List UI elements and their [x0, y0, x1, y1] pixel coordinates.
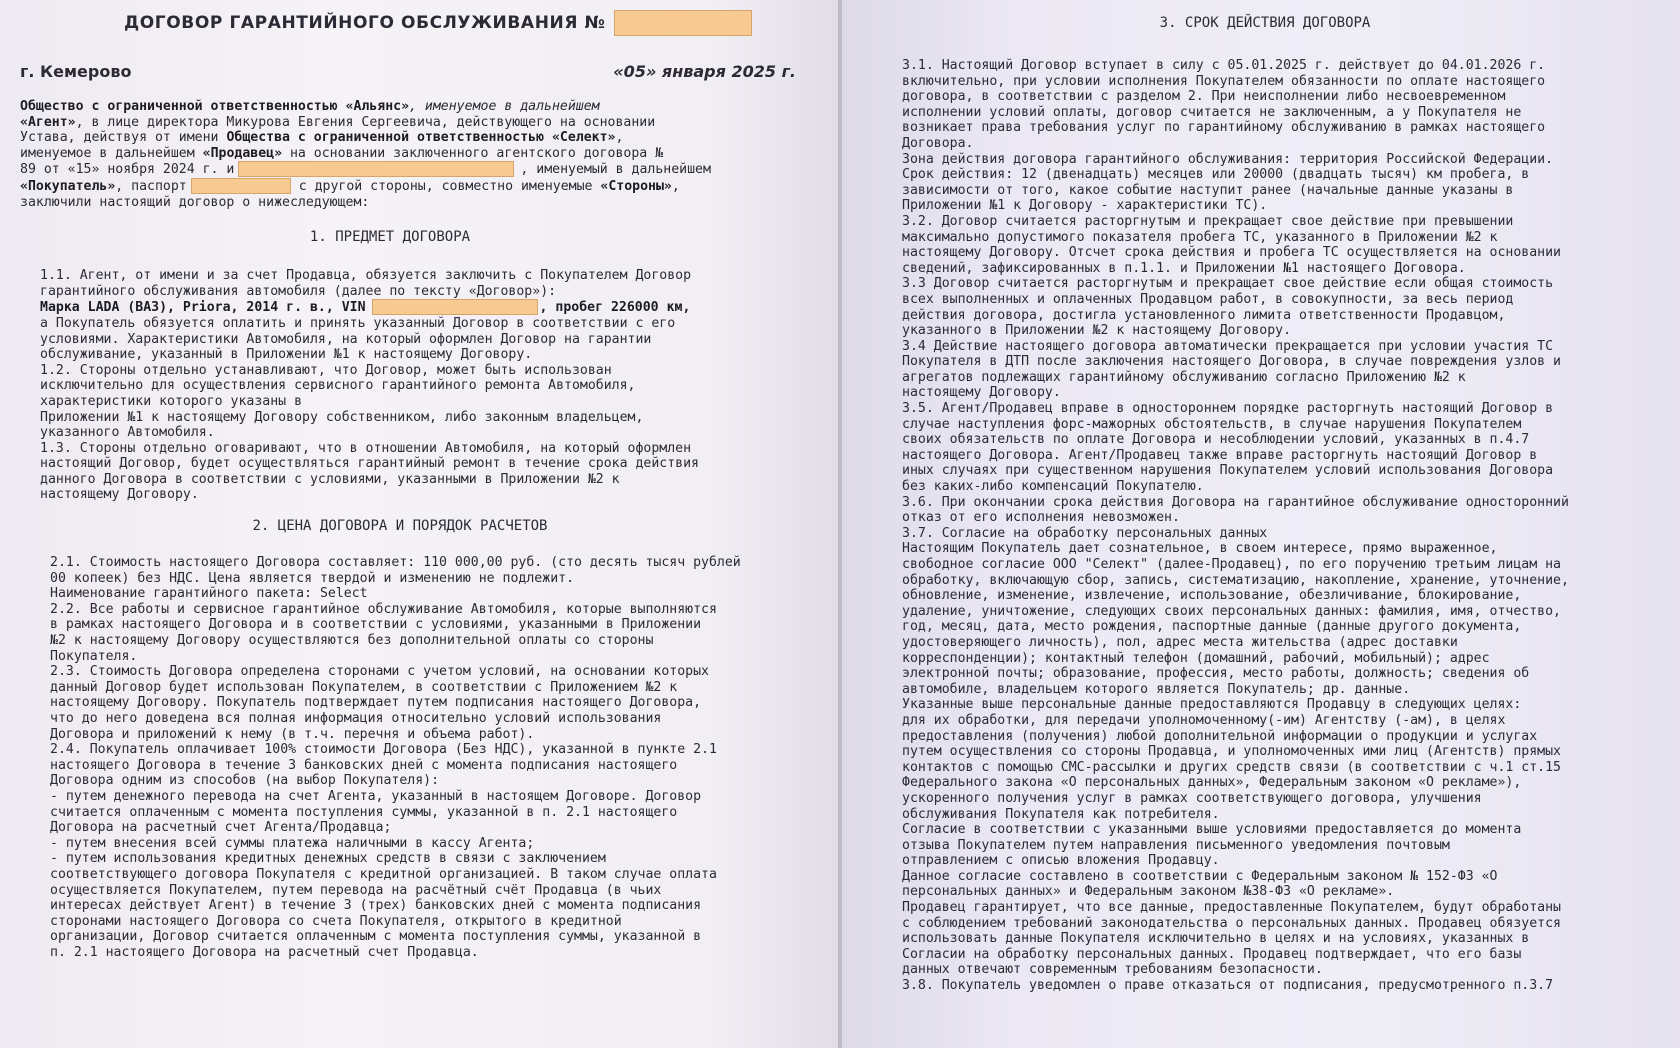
section-3-line: Данное согласие составлено в соответствии с Федеральным законом № 152-ФЗ «О [902, 868, 1498, 884]
section-3-line: удостоверяющего личность), пол, адрес места жительства (адрес доставки [902, 634, 1458, 650]
intro-line: Общество с ограниченной ответственностью «Альянс», именуемое в дальнейшем [20, 99, 600, 114]
section-3-line: Согласие в соответствии с указанными выше условиями предоставляется до момента [902, 822, 1522, 838]
section-3-line: указанного в Приложении №2 к настоящему Договору. [902, 323, 1292, 339]
section-2-line: Покупателя. [50, 648, 138, 664]
section-2-line: 2.1. Стоимость настоящего Договора составляет: 110 000,00 руб. (сто десять тысяч рублей [50, 555, 741, 571]
section-2-line: 2.2. Все работы и сервисное гарантийное обслуживание Автомобиля, которые выполняются [50, 601, 717, 617]
section-1-line: характеристики которого указаны в [40, 393, 303, 409]
section-3-line: корреспонденции); контактный телефон (домашний, рабочий, мобильный); адрес [902, 650, 1490, 666]
section-2-line: 2.4. Покупатель оплачивает 100% стоимости Договора (Без НДС), указанной в пункте 2.1 [50, 742, 717, 758]
section-3-line: обработку, включающую сбор, запись, систематизацию, накопление, хранение, уточнение, [902, 572, 1569, 588]
section-3-line: действия договора, достигла установленного лимита ответственности Продавцом, [902, 307, 1506, 323]
section-2-line: организации, Договор считается оплаченным с момента поступления суммы, указанной в [50, 929, 702, 945]
section-3-line: 3.5. Агент/Продавец вправе в одностороннем порядке расторгнуть настоящий Договор в [902, 401, 1554, 417]
document-page-right [842, 0, 1680, 1048]
section-2-line: Договора на расчетный счет Агента/Продавца; [50, 820, 392, 836]
section-3-line: настоящему Договору. Отсчет срока действия и пробега ТС осуществляется на основании [902, 245, 1561, 261]
section-3-line: Согласии на обработку персональных данных. Продавец подтверждает, что его базы [902, 946, 1522, 962]
section-2-line: настоящему Договору. Покупатель подтверждает путем подписания настоящего Договора, [50, 695, 702, 711]
section-2-line: Договора и приложений к нему (в т.ч. перечня и объема работ). [50, 726, 535, 742]
section-2-line: - путем внесения всей суммы платежа наличными в кассу Агента; [50, 835, 535, 851]
section-3-line: Федерального закона «О персональных данных», Федеральным законом «О рекламе»), [902, 775, 1522, 791]
section-3-line: данных отвечают современным требованиям безопасности. [902, 962, 1323, 978]
intro-line: заключили настоящий договор о нижеследующем: [20, 194, 370, 210]
section-2-line: Договора одним из способов (на выбор Покупателя): [50, 773, 440, 789]
section-3-line: 3.7. Согласие на обработку персональных данных [902, 525, 1268, 541]
section-1-line: исключительно для осуществления сервисного гарантийного ремонта Автомобиля, [40, 378, 636, 394]
intro-line: именуемое в дальнейшем «Продавец» на основании заключенного агентского договора № [20, 145, 664, 161]
section-3-line: удаление, уничтожение, следующих своих персональных данных: фамилия, имя, отчество, [902, 603, 1561, 619]
section-3-line: случае наступления форс-мажорных обстоятельств, в случае нарушения Покупателем [902, 416, 1522, 432]
section-2-line: - путем использования кредитных денежных средств в связи с заключением [50, 851, 606, 867]
section-2-line: 2.3. Стоимость Договора определена сторонами с учетом условий, на основании которых [50, 664, 709, 680]
section-2-line: в рамках настоящего Договора и в соответствии с условиями, указанными в Приложении [50, 617, 702, 633]
section-3-line: 3.6. При окончании срока действия Договора на гарантийное обслуживание односторонний [902, 494, 1569, 510]
section-2-heading: 2. ЦЕНА ДОГОВОРА И ПОРЯДОК РАСЧЕТОВ [252, 518, 548, 535]
section-3-line: автомобиле, владельцем которого является Покупатель; др. данные. [902, 681, 1411, 697]
document-title: ДОГОВОР ГАРАНТИЙНОГО ОБСЛУЖИВАНИЯ № [124, 13, 606, 33]
section-3-line: всех выполненных и оплаченных Продавцом работ, в совокупности, за весь период [902, 291, 1514, 307]
section-1-line: указанного Автомобиля. [40, 425, 215, 441]
section-2-line: №2 к настоящему Договору осуществляются без дополнительной оплаты со стороны [50, 633, 654, 649]
city: г. Кемерово [20, 62, 132, 81]
section-2-line: п. 2.1 настоящего Договора на расчетный счет Продавца. [50, 944, 479, 960]
section-2-line: соответствующего договора Покупателя с кредитной организацией. В таком случае оплата [50, 866, 717, 882]
section-3-line: путем осуществления со стороны Продавца, и уполномоченных ими лиц (Агентств) прямых [902, 744, 1561, 760]
section-3-line: исполнении условий оплаты, договор считается не заключенным, а у Покупателя не [902, 104, 1522, 120]
section-1-line: Приложении №1 к настоящему Договору собственником, либо законным владельцем, [40, 409, 644, 425]
redacted-vin [372, 299, 538, 315]
section-3-line: 3.2. Договор считается расторгнутым и прекращает свое действие при превышении [902, 213, 1514, 229]
section-3-line: свободное согласие ООО "Селект" (далее-Продавец), по его поручению третьим лицам на [902, 557, 1561, 572]
intro-line: «Агент», в лице директора Микурова Евгения Сергеевича, действующего на основании [20, 114, 656, 130]
section-3-line: агрегатов подлежащих гарантийному обслуживанию согласно Приложению №2 к [902, 369, 1466, 385]
section-3-line: персональных данных» и Федеральным законом №38-ФЗ «О рекламе». [902, 884, 1395, 900]
section-1-line: обслуживание, указанный в Приложении №1 к настоящему Договору. [40, 347, 533, 363]
section-1-line: данного Договора в соответствии с условиями, указанными в Приложении №2 к [40, 471, 620, 487]
section-3-line: контактов с помощью СМС-рассылки и других средств связи (в соответствии с ч.1 ст.15 [902, 759, 1561, 775]
section-2-line: осуществляется Покупателем, путем перевода на расчётный счёт Продавца (в чьих [50, 882, 662, 898]
section-3-line: с соблюдением требований законодательства о персональных данных. Продавец обязуется [902, 915, 1561, 931]
section-3-line: без каких-либо компенсаций Покупателю. [902, 479, 1204, 495]
section-2-line: считается оплаченным с момента поступления суммы, указанной в п. 2.1 настоящего [50, 804, 678, 820]
section-3-heading: 3. СРОК ДЕЙСТВИЯ ДОГОВОРА [1159, 15, 1371, 31]
section-3-line: 3.4 Действие настоящего договора автоматически прекращается при условии участия ТС [902, 338, 1554, 354]
section-2-line: интересах действует Агент) в течение 3 (трех) банковских дней с момента подписания [50, 898, 702, 914]
section-3-line: обновление, изменение, извлечение, использование, обезличивание, блокирование, [902, 588, 1522, 604]
section-1-line: гарантийного обслуживания автомобиля (далее по тексту «Договор»): [40, 283, 557, 299]
section-2-line: - путем денежного перевода на счет Агента, указанный в настоящем Договоре. Договор [50, 788, 702, 804]
section-1-line: а Покупатель обязуется оплатить и принять указанный Договор в соответствии с его [40, 315, 676, 331]
section-2-line: Наименование гарантийного пакета: Select [50, 586, 368, 602]
section-3-line: ускоренного получения услуг в рамках соответствующего договора, улучшения [902, 790, 1482, 806]
section-3-line: включительно, при условии исполнения Покупателем обязанности по оплате настоящего [902, 73, 1546, 89]
section-3-line: Продавец гарантирует, что все данные, предоставленные Покупателем, будут обработаны [902, 900, 1561, 916]
section-3-line: обслуживания Покупателя как потребителя. [902, 806, 1220, 822]
section-3-body [902, 58, 1668, 994]
section-3-line: использовать данные Покупателя исключительно в целях и на условиях, указанных в [902, 931, 1530, 947]
section-3-line: Приложении №1 к Договору - характеристики ТС). [902, 198, 1268, 214]
contract-date: «05» января 2025 г. [613, 62, 796, 81]
car-line: Марка LADA (ВАЗ), Priora, 2014 г. в., VIN , пробег 226000 км, [40, 300, 691, 316]
section-3-line: максимально допустимого показателя пробега ТС, указанного в Приложении №2 к [902, 229, 1498, 245]
section-3-line: своих обязательств по оплате Договора и несоблюдении условий, указанных в п.4.7 [902, 432, 1530, 448]
section-3-line: 3.1. Настоящий Договор вступает в силу с 05.01.2025 г. действует до 04.01.2026 г. [902, 58, 1546, 73]
section-1-line: настоящий Договор, будет осуществляться гарантийный ремонт в течение срока действия [40, 456, 699, 472]
section-2-line: 00 копеек) без НДС. Цена является твердой и изменению не подлежит. [50, 570, 575, 586]
section-1-line: 1.1. Агент, от имени и за счет Продавца, обязуется заключить с Покупателем Договор [40, 268, 692, 284]
section-3-line: год, месяц, дата, место рождения, паспортные данные (данные другого документа, [902, 619, 1522, 635]
document-page-left [0, 0, 838, 1048]
section-3-line: зависимости от того, какое событие наступит ранее (начальные данные указаны в [902, 182, 1514, 198]
section-3-line: настоящего Договора. Агент/Продавец также вправе расторгнуть настоящий Договор в [902, 447, 1538, 463]
section-3-line: Указанные выше персональные данные предоставляются Продавцу в следующих целях: [902, 697, 1522, 713]
section-1-line: 1.2. Стороны отдельно устанавливают, что Договор, может быть использован [40, 362, 612, 378]
section-3-line: Срок действия: 12 (двенадцать) месяцев или 20000 (двадцать тысяч) км пробега, в [902, 167, 1530, 183]
section-3-line: возникает права требования услуг по гарантийному обслуживанию в рамках настоящего [902, 120, 1546, 136]
section-3-line: Покупателя в ДТП после заключения настоящего Договора, в случае повреждения узлов и [902, 354, 1561, 370]
section-3-line: настоящему Договору. [902, 385, 1061, 401]
redacted-passport [191, 178, 291, 194]
section-3-line: 3.8. Покупатель уведомлен о праве отказаться от подписания, предусмотренного п.3.7 [902, 978, 1554, 994]
section-2-line: настоящего Договора в течение 3 банковских дней с момента подписания настоящего [50, 757, 678, 773]
section-1-line: условиями. Характеристики Автомобиля, на который оформлен Договор на гарантии [40, 331, 652, 347]
section-3-line: Договора. [902, 135, 974, 151]
section-3-line: отзыва Покупателем путем направления письменного уведомления почтовым [902, 837, 1450, 853]
section-2-line: что до него доведена вся полная информация относительно условий использования [50, 711, 662, 726]
section-1-rest [40, 316, 820, 503]
intro-paragraph [20, 99, 820, 210]
section-1-heading: 1. ПРЕДМЕТ ДОГОВОРА [309, 229, 471, 246]
section-3-line: отправлением с описью вложения Продавцу. [902, 853, 1220, 869]
section-3-line: для их обработки, для передачи уполномоченному(-им) Агентству (-ам), в целях [902, 712, 1506, 728]
section-3-line: предоставления (получения) любой дополнительной информации о продукции и услугах [902, 728, 1538, 744]
section-3-line: электронной почты; образование, профессия, место работы, должность; сведения об [902, 666, 1530, 682]
section-3-line: Зона действия договора гарантийного обслуживания: территория Российской Федерации. [902, 151, 1554, 167]
section-1-body [20, 268, 820, 503]
document-title-row [124, 10, 820, 36]
section-3-line: 3.3 Договор считается расторгнутым и прекращает свое действие если общая стоимость [902, 276, 1554, 292]
section-2-line: сторонами настоящего Договора со счета Покупателя, открытого в кредитной [50, 913, 622, 929]
intro-line: «Покупатель», паспорт с другой стороны, совместно именуемые «Стороны», [20, 178, 680, 194]
redacted-contract-number [614, 10, 752, 36]
section-2-body [20, 555, 820, 960]
redacted-buyer-name [238, 161, 514, 177]
intro-line: Устава, действуя от имени Общества с ограниченной ответственностью «Селект», [20, 130, 624, 146]
section-3-line: иных случаях при существенном нарушения Покупателем условий использования Договора [902, 463, 1554, 479]
section-3-line: Настоящим Покупатель дает сознательное, в своем интересе, прямо выраженное, [902, 541, 1498, 557]
section-3-line: сведений, зафиксированных в п.1.1. и Приложении №1 настоящего Договора. [902, 260, 1466, 276]
section-3-line: отказ от его исполнения невозможен. [902, 510, 1180, 526]
section-1-line: 1.3. Стороны отдельно оговаривают, что в отношении Автомобиля, на который оформлен [40, 440, 692, 456]
section-3-line: договора, в соответствии с разделом 2. При неисполнении либо несвоевременном [902, 89, 1506, 105]
section-2-line: данный Договор будет использован Покупателем, в соответствии с Приложением №2 к [50, 679, 678, 695]
section-1-line: настоящему Договору. [40, 487, 199, 503]
intro-line: 89 от «15» ноября 2024 г. и , именуемый в дальнейшем [20, 162, 711, 178]
place-date-row [20, 62, 796, 81]
